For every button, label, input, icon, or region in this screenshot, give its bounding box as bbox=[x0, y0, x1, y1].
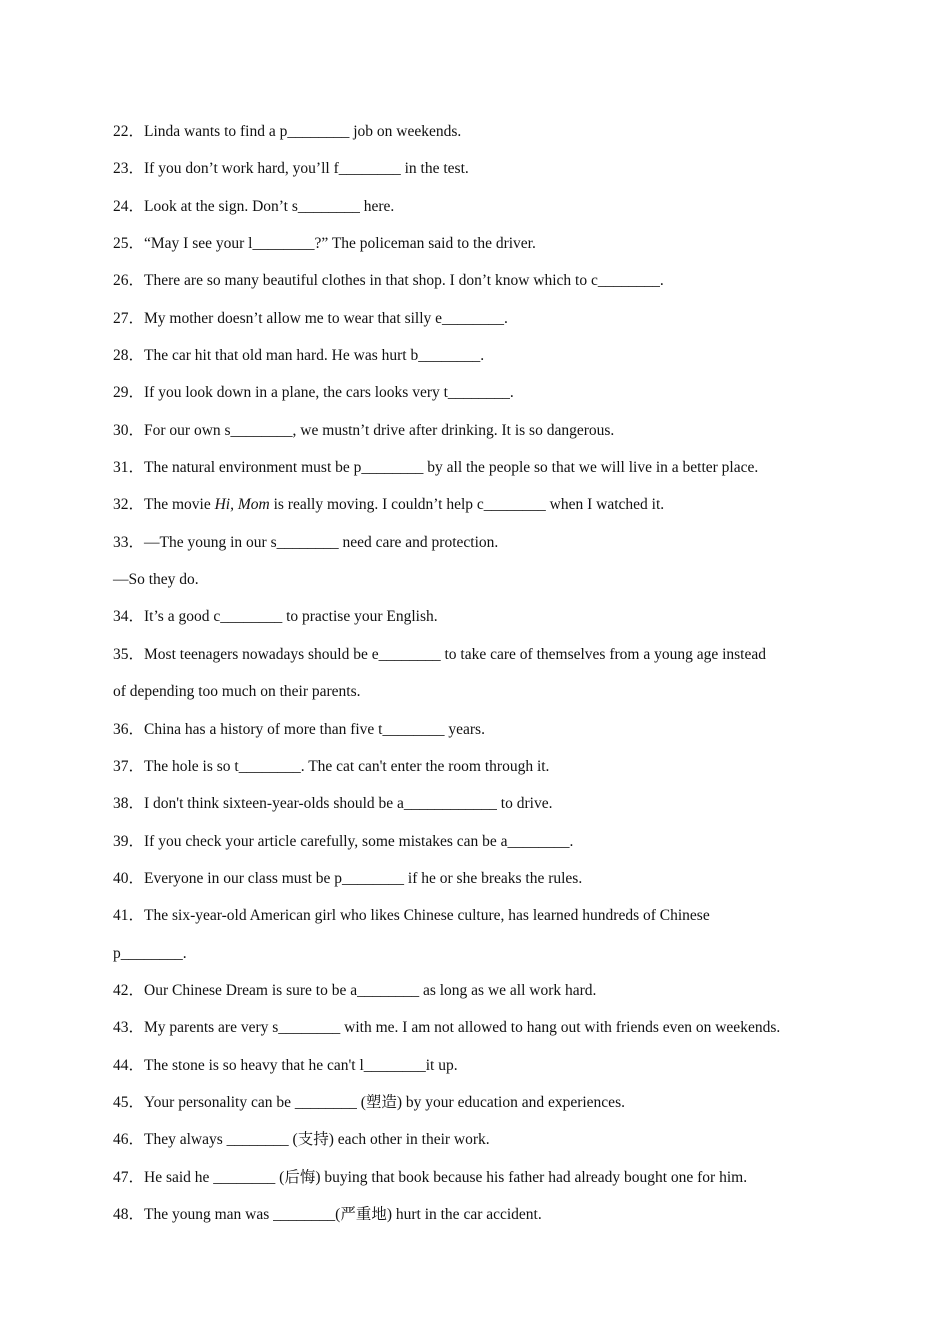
question-35-continued bbox=[113, 680, 873, 717]
question-33-reply bbox=[113, 568, 873, 605]
question-26 bbox=[113, 269, 873, 306]
question-text: The car hit that old man hard. He was hurt b________. bbox=[144, 347, 485, 365]
question-28 bbox=[113, 344, 873, 381]
question-number: 36． bbox=[113, 720, 145, 738]
question-number: 35． bbox=[113, 645, 145, 663]
question-number: 34． bbox=[113, 608, 145, 626]
question-32 bbox=[113, 493, 873, 530]
question-text: If you check your article carefully, some mistakes can be a________. bbox=[144, 832, 574, 850]
question-number: 42． bbox=[113, 981, 145, 999]
question-number: 48． bbox=[113, 1205, 145, 1223]
question-number: 44． bbox=[113, 1056, 145, 1074]
question-text: —The young in our s________ need care and protection. bbox=[144, 533, 499, 551]
question-number: 39． bbox=[113, 832, 145, 850]
question-text: There are so many beautiful clothes in that shop. I don’t know which to c________. bbox=[144, 272, 664, 290]
question-text: —So they do. bbox=[113, 571, 199, 589]
question-36 bbox=[113, 718, 873, 755]
question-43 bbox=[113, 1016, 873, 1053]
question-number: 29． bbox=[113, 384, 145, 402]
question-number: 41． bbox=[113, 907, 145, 925]
question-45 bbox=[113, 1091, 873, 1128]
question-text: It’s a good c________ to practise your English. bbox=[144, 608, 438, 626]
question-text: of depending too much on their parents. bbox=[113, 683, 361, 701]
question-text: He said he ________ (后悔) buying that book because his father had already bought one for him. bbox=[144, 1168, 748, 1186]
question-44 bbox=[113, 1054, 873, 1091]
question-24 bbox=[113, 195, 873, 232]
question-text-end: is really moving. I couldn’t help c________ when I watched it. bbox=[269, 496, 665, 514]
question-number: 31． bbox=[113, 459, 145, 477]
question-25 bbox=[113, 232, 873, 269]
question-text: China has a history of more than five t________ years. bbox=[144, 720, 485, 738]
question-list bbox=[113, 120, 873, 1240]
question-text: “May I see your l________?” The policeman said to the driver. bbox=[144, 235, 536, 253]
question-41-continued bbox=[113, 942, 873, 979]
question-text: My mother doesn’t allow me to wear that silly e________. bbox=[144, 309, 508, 327]
question-text: They always ________ (支持) each other in their work. bbox=[144, 1131, 490, 1149]
question-text: The six-year-old American girl who likes Chinese culture, has learned hundreds of Chinese bbox=[144, 907, 710, 925]
question-text: Our Chinese Dream is sure to be a________ as long as we all work hard. bbox=[144, 981, 597, 999]
question-27 bbox=[113, 307, 873, 344]
question-text: Your personality can be ________ (塑造) by your education and experiences. bbox=[144, 1093, 625, 1111]
question-number: 37． bbox=[113, 757, 145, 775]
question-29 bbox=[113, 381, 873, 418]
question-31 bbox=[113, 456, 873, 493]
question-34 bbox=[113, 605, 873, 642]
question-text: If you look down in a plane, the cars looks very t________. bbox=[144, 384, 514, 402]
question-text: If you don’t work hard, you’ll f________ in the test. bbox=[144, 160, 469, 178]
question-number: 22． bbox=[113, 123, 145, 140]
question-number: 33． bbox=[113, 533, 145, 551]
question-number: 30． bbox=[113, 421, 145, 439]
question-number: 40． bbox=[113, 869, 145, 887]
question-30 bbox=[113, 419, 873, 456]
question-48 bbox=[113, 1203, 873, 1240]
question-number: 47． bbox=[113, 1168, 145, 1186]
question-text: Linda wants to find a p________ job on weekends. bbox=[144, 123, 462, 140]
question-38 bbox=[113, 792, 873, 829]
question-text: My parents are very s________ with me. I am not allowed to hang out with friends even on weekends. bbox=[144, 1019, 781, 1037]
question-text: p________. bbox=[113, 944, 187, 962]
question-number: 43． bbox=[113, 1019, 145, 1037]
question-text: Look at the sign. Don’t s________ here. bbox=[144, 197, 395, 215]
question-text: The young man was ________(严重地) hurt in the car accident. bbox=[144, 1205, 542, 1223]
question-47 bbox=[113, 1166, 873, 1203]
question-text: The hole is so t________. The cat can't enter the room through it. bbox=[144, 757, 550, 775]
question-number: 28． bbox=[113, 347, 145, 365]
question-40 bbox=[113, 867, 873, 904]
question-37 bbox=[113, 755, 873, 792]
question-number: 45． bbox=[113, 1093, 145, 1111]
question-41 bbox=[113, 904, 873, 941]
question-35 bbox=[113, 643, 873, 680]
question-text: Everyone in our class must be p________ if he or she breaks the rules. bbox=[144, 869, 583, 887]
question-text-start: The movie bbox=[144, 496, 215, 514]
question-text: I don't think sixteen-year-olds should be a____________ to drive. bbox=[144, 795, 553, 813]
question-number: 27． bbox=[113, 309, 145, 327]
question-number: 32． bbox=[113, 496, 145, 514]
question-text: Most teenagers nowadays should be e________ to take care of themselves from a young age instead bbox=[144, 645, 766, 663]
question-33 bbox=[113, 531, 873, 568]
question-23 bbox=[113, 157, 873, 194]
question-number: 26． bbox=[113, 272, 145, 290]
question-number: 38． bbox=[113, 795, 145, 813]
question-number: 46． bbox=[113, 1131, 145, 1149]
question-number: 24． bbox=[113, 197, 145, 215]
question-46 bbox=[113, 1128, 873, 1165]
question-number: 25． bbox=[113, 235, 145, 253]
question-42 bbox=[113, 979, 873, 1016]
question-text: The stone is so heavy that he can't l________it up. bbox=[144, 1056, 458, 1074]
question-text: The natural environment must be p________ by all the people so that we will live in a better place. bbox=[144, 459, 759, 477]
movie-title: Hi, Mom bbox=[214, 496, 270, 514]
question-number: 23． bbox=[113, 160, 145, 178]
question-39 bbox=[113, 830, 873, 867]
question-text: For our own s________, we mustn’t drive after drinking. It is so dangerous. bbox=[144, 421, 615, 439]
question-22 bbox=[113, 120, 873, 157]
